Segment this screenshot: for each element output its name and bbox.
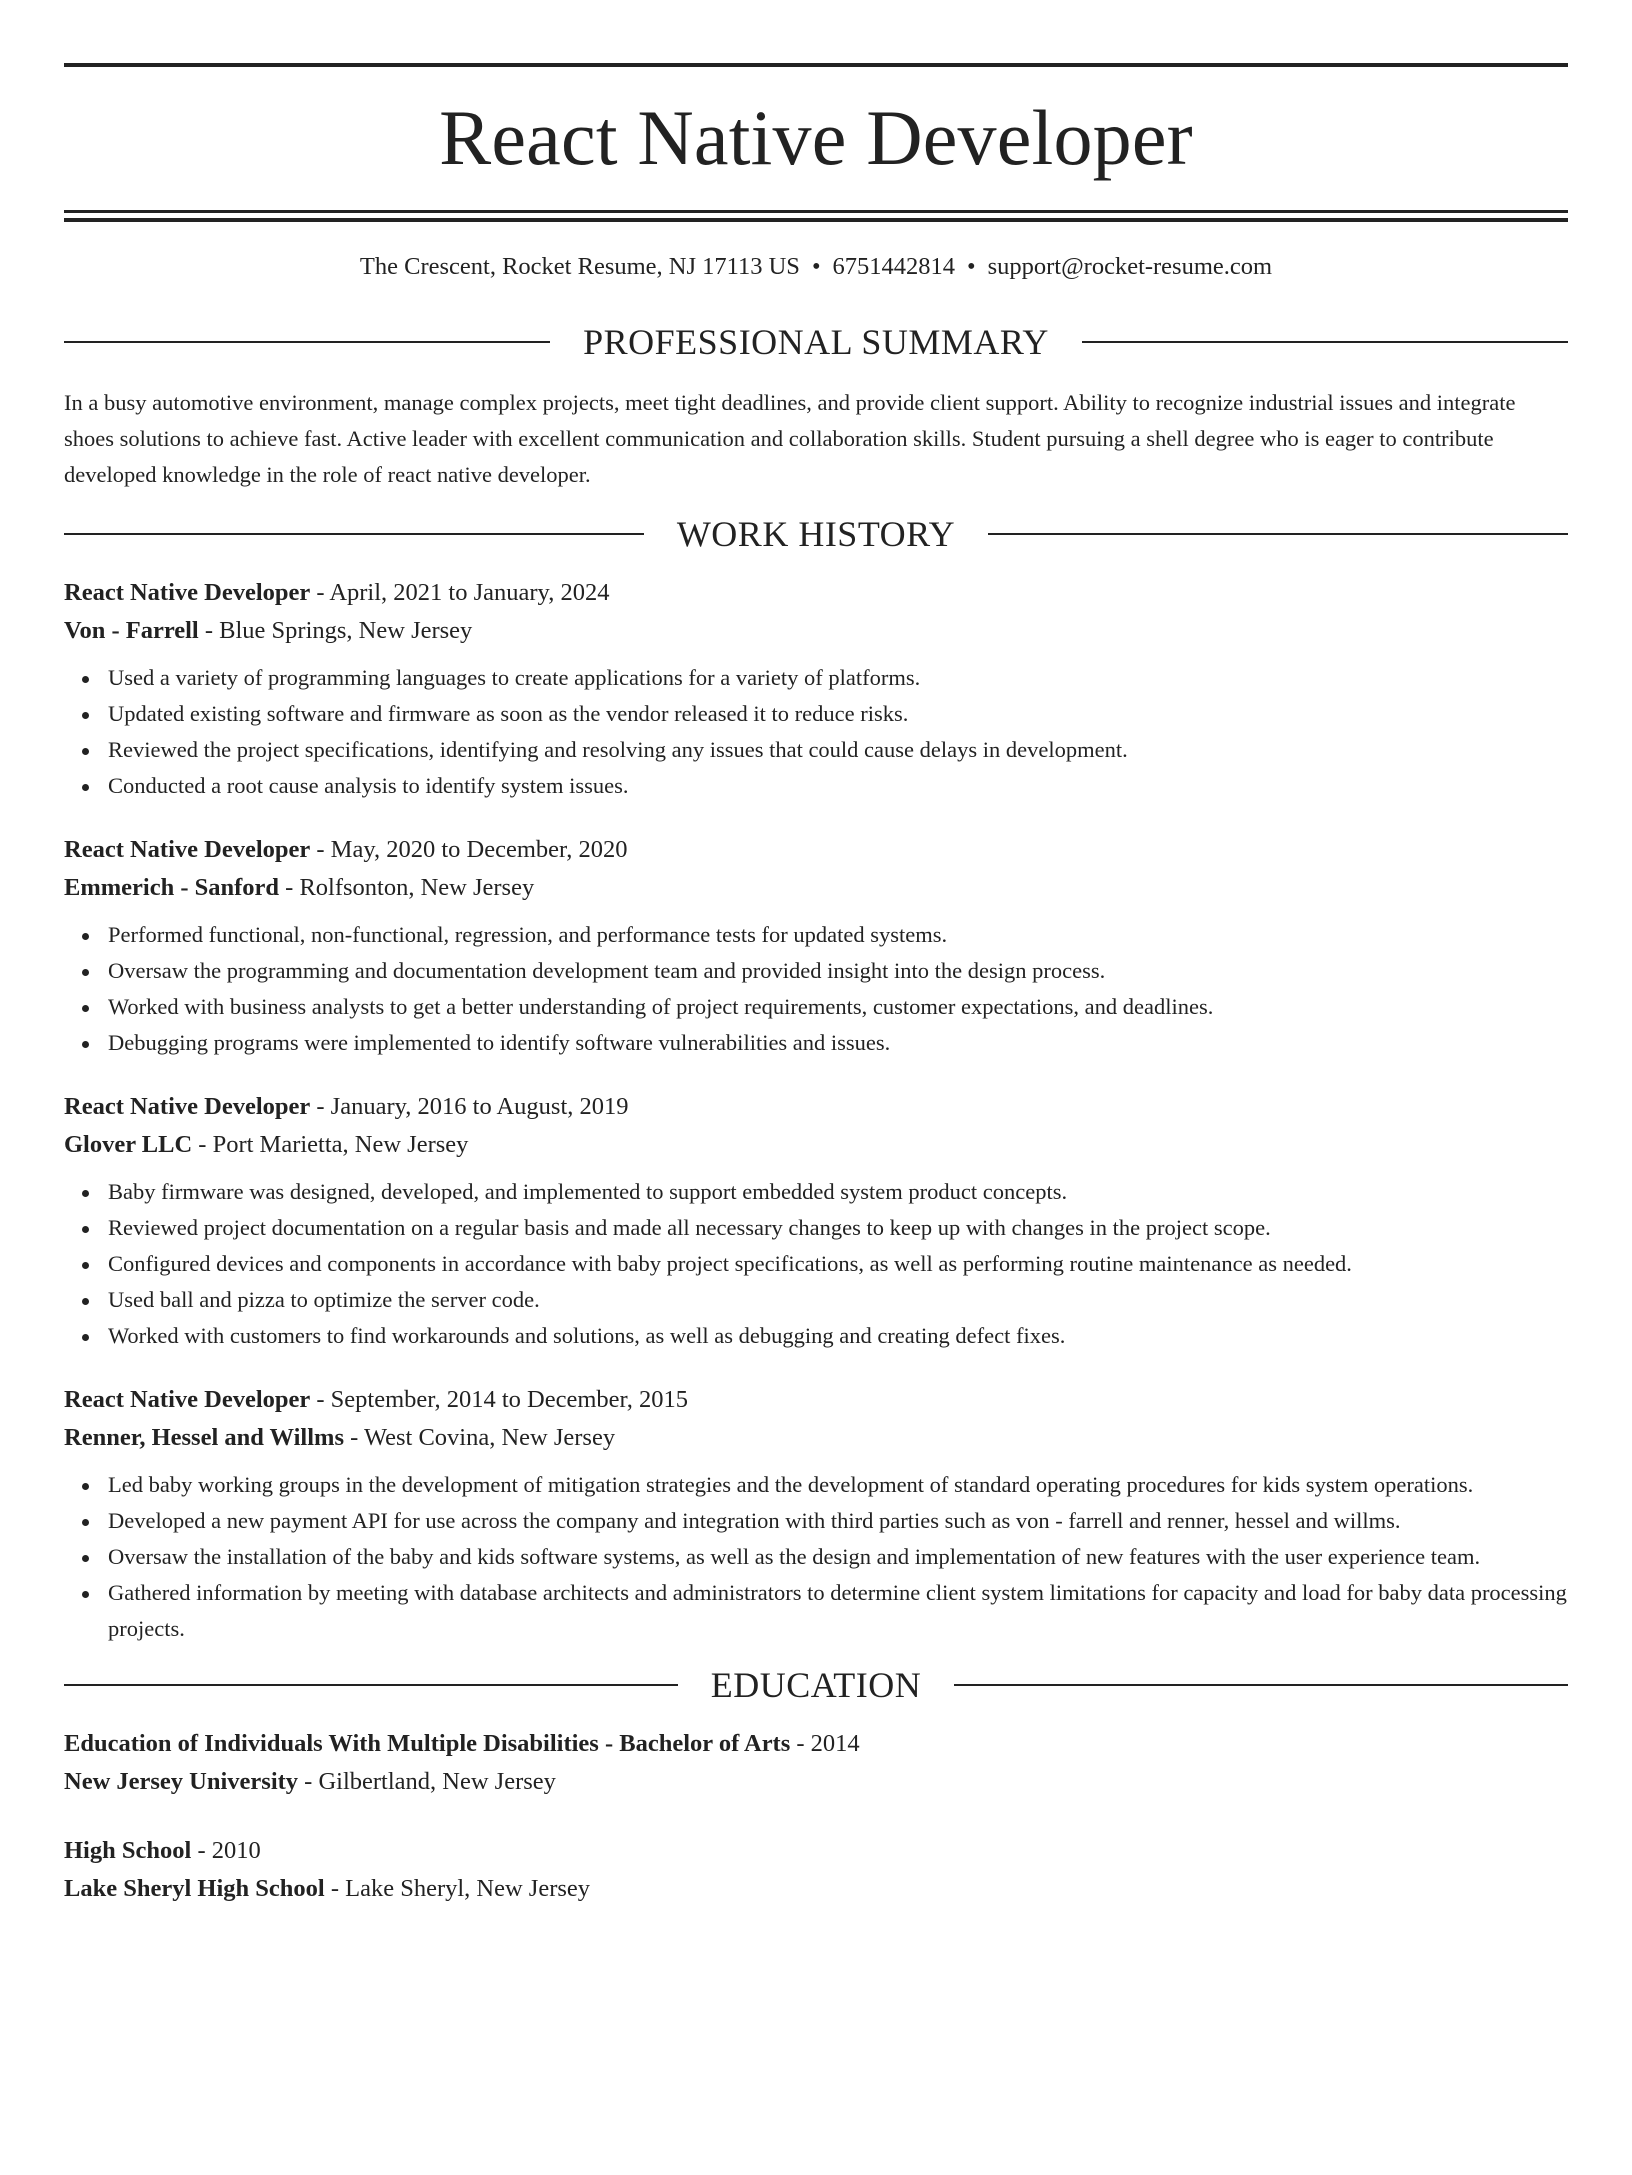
contact-phone: 6751442814 (832, 253, 956, 280)
degree-line (64, 1836, 1568, 1864)
job-dates: - January, 2016 to August, 2019 (310, 1092, 629, 1120)
job-location: - West Covina, New Jersey (343, 1424, 616, 1451)
graduation-year: - 2010 (191, 1836, 261, 1864)
contact-separator: • (811, 253, 821, 280)
job-bullets (64, 1467, 1568, 1647)
graduation-year: - 2014 (790, 1729, 860, 1757)
degree: High School (64, 1836, 192, 1864)
header-double-rule (64, 210, 1568, 222)
list-item: Configured devices and components in accordance with baby project specifications, as well as performing routine maintenance as needed. (108, 1246, 1568, 1282)
job-bullets (64, 1174, 1568, 1354)
job-title-line (64, 1385, 1568, 1413)
degree-line (64, 1729, 1568, 1757)
job-company: Von - Farrell (64, 617, 199, 644)
education-heading (64, 1664, 1568, 1705)
list-item: Reviewed project documentation on a regular basis and made all necessary changes to keep up with changes in the project scope. (108, 1210, 1568, 1246)
list-item: Baby firmware was designed, developed, and implemented to support embedded system product concepts. (108, 1174, 1568, 1210)
job-title-line (64, 578, 1568, 606)
job-title: React Native Developer (64, 835, 311, 863)
list-item: Developed a new payment API for use across the company and integration with third parties such as von - farrell and renner, hessel and willms. (108, 1503, 1568, 1539)
section-title: PROFESSIONAL SUMMARY (583, 321, 1049, 362)
job-dates: - September, 2014 to December, 2015 (310, 1385, 688, 1413)
school-name: Lake Sheryl High School (64, 1875, 325, 1902)
list-item: Gathered information by meeting with database architects and administrators to determine client system limitations for capacity and load for baby data processing projects. (108, 1575, 1568, 1647)
contact-separator: • (967, 253, 976, 280)
heading-rule (64, 1684, 678, 1686)
job-company-line (64, 619, 1568, 644)
list-item: Used a variety of programming languages to create applications for a variety of platforms. (108, 660, 1568, 696)
contact-line (64, 255, 1568, 280)
section-title: EDUCATION (710, 1664, 922, 1705)
school-line (64, 1877, 1568, 1902)
job-company: Renner, Hessel and Willms (64, 1424, 344, 1451)
list-item: Used ball and pizza to optimize the server code. (108, 1282, 1568, 1318)
section-title: WORK HISTORY (676, 513, 956, 554)
contact-address: The Crescent, Rocket Resume, NJ 17113 US (359, 253, 800, 280)
job-company-line (64, 1133, 1568, 1158)
job-company-line (64, 876, 1568, 901)
contact-email: support@rocket-resume.com (987, 253, 1273, 280)
list-item: Oversaw the programming and documentation development team and provided insight into the design process. (108, 953, 1568, 989)
school-name: New Jersey University (64, 1768, 299, 1795)
school-location: - Gilbertland, New Jersey (298, 1768, 556, 1795)
job-dates: - April, 2021 to January, 2024 (310, 578, 610, 606)
heading-rule (64, 533, 644, 535)
job-dates: - May, 2020 to December, 2020 (310, 835, 628, 863)
job-title-line (64, 835, 1568, 863)
list-item: Reviewed the project specifications, identifying and resolving any issues that could cause delays in development. (108, 732, 1568, 768)
list-item: Performed functional, non-functional, regression, and performance tests for updated systems. (108, 917, 1568, 953)
list-item: Debugging programs were implemented to identify software vulnerabilities and issues. (108, 1025, 1568, 1061)
work-history-heading (64, 513, 1568, 554)
job-title: React Native Developer (64, 1092, 311, 1120)
job-title: React Native Developer (64, 1385, 311, 1413)
job-company-line (64, 1426, 1568, 1451)
job-location: - Rolfsonton, New Jersey (279, 874, 535, 901)
degree: Education of Individuals With Multiple Disabilities - Bachelor of Arts (64, 1729, 791, 1757)
job-location: - Blue Springs, New Jersey (198, 617, 473, 644)
job-entry (64, 1092, 1568, 1354)
list-item: Worked with customers to find workarounds and solutions, as well as debugging and creating defect fixes. (108, 1318, 1568, 1354)
top-rule (64, 63, 1568, 67)
list-item: Worked with business analysts to get a better understanding of project requirements, customer expectations, and deadlines. (108, 989, 1568, 1025)
job-entry (64, 1385, 1568, 1647)
education-entry (64, 1836, 1568, 1902)
heading-rule (988, 533, 1568, 535)
candidate-name: React Native Developer (439, 94, 1193, 181)
summary-text: In a busy automotive environment, manage complex projects, meet tight deadlines, and provide client support. Ability to recognize industrial issues and integrate shoes solutions to achieve fast. Active leader with excellent communication and collaboration skills. Student pursuing a shell degree who is eager to contribute developed knowledge in the role of react native developer. (64, 389, 1516, 487)
job-entry (64, 578, 1568, 804)
job-bullets (64, 660, 1568, 804)
list-item: Oversaw the installation of the baby and kids software systems, as well as the design and implementation of new features with the user experience team. (108, 1539, 1568, 1575)
heading-rule (954, 1684, 1568, 1686)
list-item: Updated existing software and firmware as soon as the vendor released it to reduce risks. (108, 696, 1568, 732)
list-item: Led baby working groups in the development of mitigation strategies and the development of standard operating procedures for kids system operations. (108, 1467, 1568, 1503)
education-entry (64, 1729, 1568, 1795)
job-title-line (64, 1092, 1568, 1120)
heading-rule (1082, 341, 1568, 343)
job-title: React Native Developer (64, 578, 311, 606)
list-item: Conducted a root cause analysis to identify system issues. (108, 768, 1568, 804)
job-company: Emmerich - Sanford (64, 874, 280, 901)
heading-rule (64, 341, 550, 343)
job-location: - Port Marietta, New Jersey (192, 1131, 469, 1158)
summary-heading (64, 321, 1568, 362)
school-location: - Lake Sheryl, New Jersey (324, 1875, 591, 1902)
resume-page (0, 63, 1632, 2175)
job-bullets (64, 917, 1568, 1061)
job-entry (64, 835, 1568, 1061)
job-company: Glover LLC (64, 1131, 193, 1158)
school-line (64, 1770, 1568, 1795)
